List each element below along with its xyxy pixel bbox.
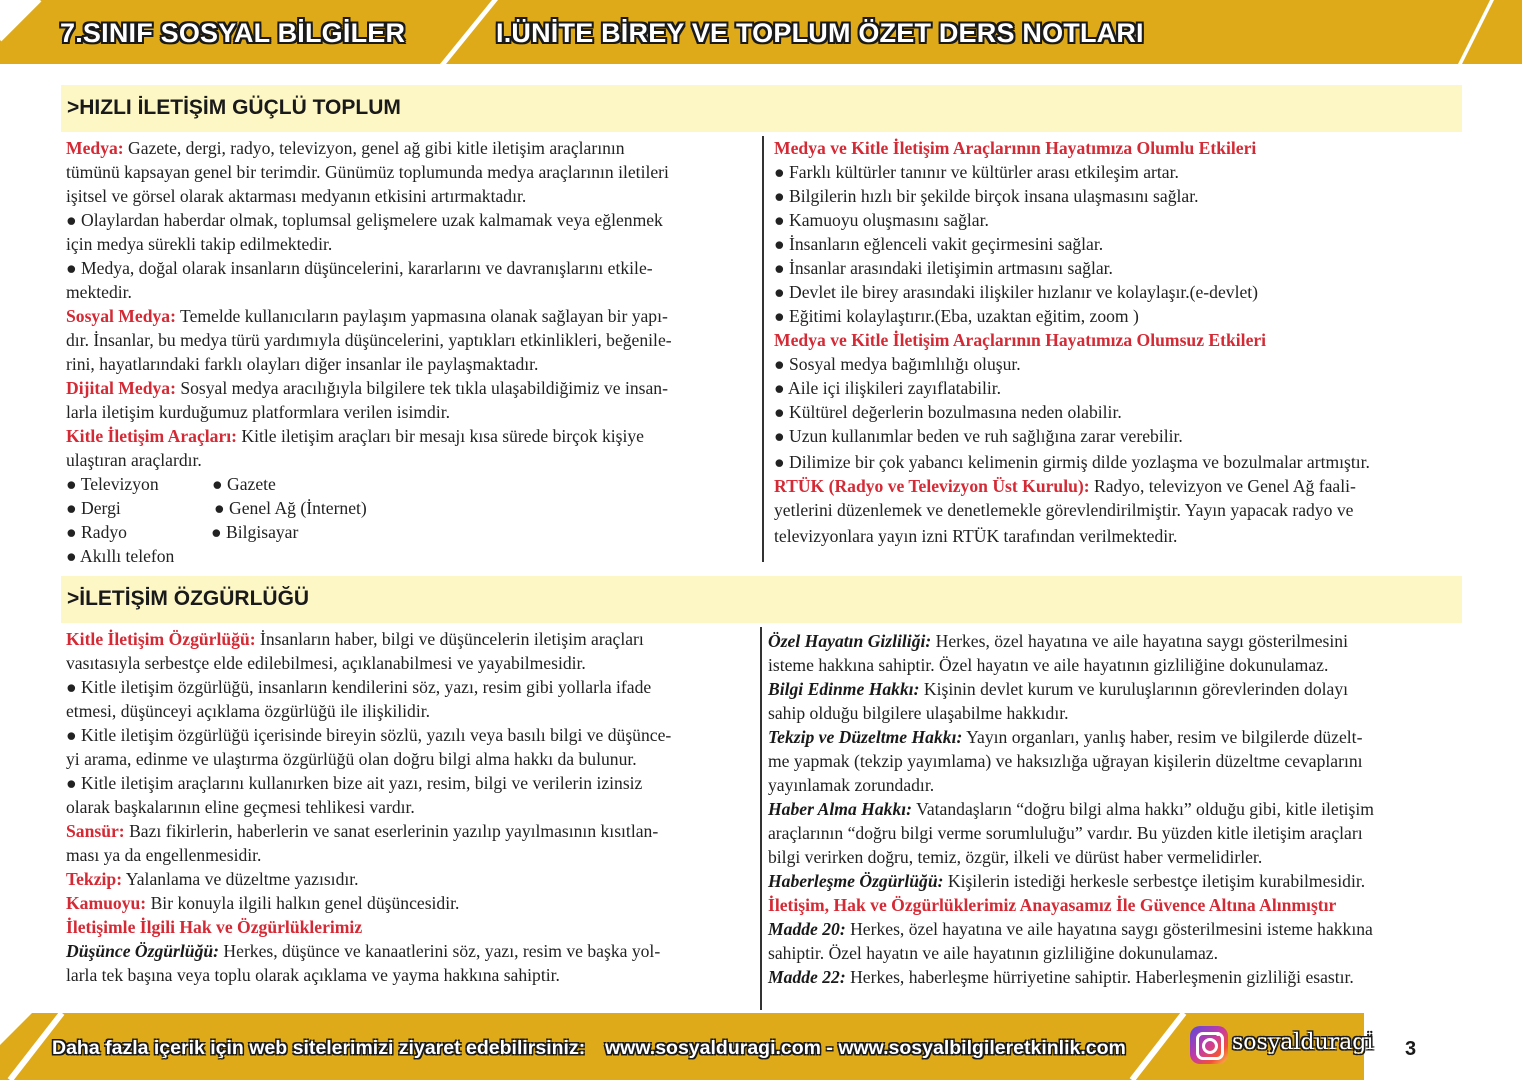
text-line: vasıtasıyla serbestçe elde edilebilmesi, açıklanabilmesi ve yayabilmesidir.	[66, 653, 586, 673]
text-line: olarak başkalarının eline geçmesi tehlikesi vardır.	[66, 797, 415, 817]
text-line: isteme hakkına sahiptir. Özel hayatın ve aile hayatının gizliliğine dokunulamaz.	[768, 655, 1329, 675]
text-line: Herkes, haberleşme hürriyetine sahiptir. Haberleşmenin gizliliği esastır.	[845, 967, 1354, 987]
text-line: ulaştıran araçlardır.	[66, 450, 202, 470]
negative-effects-title: Medya ve Kitle İletişim Araçlarının Hayatımıza Olumsuz Etkileri	[774, 330, 1267, 350]
bullet-line: ● Olaylardan haberdar olmak, toplumsal gelişmelere uzak kalmamak veya eğlenmek	[66, 210, 663, 230]
bullet-line: ● Kamuoyu oluşmasını sağlar.	[774, 210, 989, 230]
term-label: Kamuoyu:	[66, 893, 147, 913]
text-line: bilgi verirken doğru, temiz, özgür, ilkeli ve dürüst haber vermelidirler.	[768, 847, 1263, 867]
bullet-line: ● Bilgilerin hızlı bir şekilde birçok insana ulaşmasını sağlar.	[774, 186, 1199, 206]
bullet-line: ● Farklı kültürler tanınır ve kültürler arası etkileşim artar.	[774, 162, 1179, 182]
list-item: ● Gazete	[212, 474, 276, 494]
section-bar-iletisim-ozgurlugu	[61, 576, 1462, 623]
term-label: Medya:	[66, 138, 124, 158]
text-line: Bir konuyla ilgili halkın genel düşüncesidir.	[146, 893, 460, 913]
header-course-title: 7.SINIF SOSYAL BİLGİLER	[60, 18, 406, 48]
bullet-line: ● Aile içi ilişkileri zayıflatabilir.	[774, 378, 1002, 398]
list-item: ● Bilgisayar	[211, 522, 299, 542]
section-bar-hizli-iletisim	[61, 85, 1462, 132]
positive-effects-title: Medya ve Kitle İletişim Araçlarının Hayatımıza Olumlu Etkileri	[774, 138, 1257, 158]
term-label: Özel Hayatın Gizliliği:	[768, 631, 932, 651]
list-item: ● Dergi	[66, 498, 121, 518]
text-line: sahip olduğu bilgilere ulaşabilme hakkıdır.	[768, 703, 1069, 723]
text-line: Bazı fikirlerin, haberlerin ve sanat eserlerinin yazılıp yayılmasının kısıtlan-	[124, 821, 659, 841]
footer-website-links[interactable]: www.sosyalduragi.com - www.sosyalbilgileretkinlik.com	[605, 1037, 1126, 1059]
text-line: dır. İnsanlar, bu medya türü yardımıyla düşüncelerini, yaptıkları etkinlikleri, beğenile-	[66, 330, 672, 350]
text-line: me yapmak (tekzip yayımlama) ve haksızlığa uğrayan kişilerin düzeltme cevaplarını	[768, 751, 1363, 771]
text-line: Sosyal medya aracılığıyla bilgilere tek tıkla ulaşabildiğimiz ve insan-	[175, 378, 668, 398]
term-label: Haberleşme Özgürlüğü:	[768, 871, 944, 891]
media-list-row	[66, 544, 672, 568]
text-line: sahiptir. Özel hayatın ve aile hayatının gizliliğine dokunulamaz.	[768, 943, 1218, 963]
term-label: Madde 20:	[768, 919, 846, 939]
header-banner	[0, 0, 1522, 64]
text-line: Radyo, televizyon ve Genel Ağ faali-	[1089, 476, 1356, 496]
bullet-line: ● Devlet ile birey arasındaki ilişkiler hızlanır ve kolaylaşır.(e-devlet)	[774, 282, 1259, 302]
bullet-line: ● Kitle iletişim özgürlüğü, insanların kendilerini söz, yazı, resim gibi yollarla ifade	[66, 677, 652, 697]
text-line: tümünü kapsayan genel bir terimdir. Günümüz toplumunda medya araçlarının iletileri	[66, 162, 669, 182]
term-label: Sosyal Medya:	[66, 306, 176, 326]
bullet-line: ● İnsanlar arasındaki iletişimin artmasını sağlar.	[774, 258, 1113, 278]
text-line: yi arama, edinme ve ulaştırma özgürlüğü olan doğru bilgi alma hakkı da bulunur.	[66, 749, 637, 769]
section2-right-column	[768, 629, 1374, 989]
column-divider	[760, 627, 762, 1010]
bullet-line: ● Sosyal medya bağımlılığı oluşur.	[774, 354, 1021, 374]
text-line: Herkes, özel hayatına ve aile hayatına saygı gösterilmesini	[931, 631, 1348, 651]
media-list-row	[66, 520, 672, 544]
bullet-line: ● Uzun kullanımlar beden ve ruh sağlığına zarar verebilir.	[774, 426, 1183, 446]
text-line: işitsel ve görsel olarak aktarması medyanın etkisini artırmaktadır.	[66, 186, 527, 206]
text-line: için medya sürekli takip edilmektedir.	[66, 234, 333, 254]
text-line: etmesi, düşünceyi açıklama özgürlüğü ile ilişkilidir.	[66, 701, 431, 721]
term-label: Düşünce Özgürlüğü:	[66, 941, 220, 961]
list-item: ● Genel Ağ (İnternet)	[214, 498, 367, 518]
text-line: araçlarının “doğru bilgi verme sorumluluğu” vardır. Bu yüzden kitle iletişim araçları	[768, 823, 1363, 843]
text-line: Kitle iletişim araçları bir mesajı kısa sürede birçok kişiye	[237, 426, 644, 446]
text-line: Herkes, özel hayatına ve aile hayatına saygı gösterilmesini isteme hakkına	[845, 919, 1373, 939]
column-divider	[762, 136, 764, 562]
text-line: Gazete, dergi, radyo, televizyon, genel ağ gibi kitle iletişim araçlarının	[123, 138, 625, 158]
section-title: >İLETİŞİM ÖZGÜRLÜĞÜ	[67, 587, 310, 610]
term-label: Tekzip ve Düzeltme Hakkı:	[768, 727, 963, 747]
constitution-title: İletişim, Hak ve Özgürlüklerimiz Anayasamız İle Güvence Altına Alınmıştır	[768, 895, 1337, 915]
text-line: Kişinin devlet kurum ve kuruluşlarının görevlerinden dolayı	[919, 679, 1349, 699]
text-line: Temelde kullanıcıların paylaşım yapmasına olanak sağlayan bir yapı-	[175, 306, 668, 326]
term-label: Dijital Medya:	[66, 378, 176, 398]
header-unit-title: I.ÜNİTE BİREY VE TOPLUM ÖZET DERS NOTLARI	[496, 18, 1144, 48]
section1-left-column	[66, 136, 672, 568]
text-line: larla tek başına veya toplu olarak açıklama ve yayma hakkına sahiptir.	[66, 965, 560, 985]
text-line: Vatandaşların “doğru bilgi alma hakkı” olduğu gibi, kitle iletişim	[912, 799, 1374, 819]
bullet-line: ● Dilimize bir çok yabancı kelimenin girmiş dilde yozlaşma ve bozulmalar artmıştır.	[774, 452, 1370, 472]
list-item: ● Radyo	[66, 522, 127, 542]
text-line: yetlerini düzenlemek ve denetlemekle görevlendirilmiştir. Yayın yapacak radyo ve	[774, 500, 1354, 520]
media-list-row	[66, 496, 672, 520]
bullet-line: ● Kitle iletişim özgürlüğü içerisinde bireyin sözlü, yazılı veya basılı bilgi ve düşünce-	[66, 725, 672, 745]
text-line: ması ya da engellenmesidir.	[66, 845, 262, 865]
term-label: Bilgi Edinme Hakkı:	[768, 679, 920, 699]
text-line: televizyonlara yayın izni RTÜK tarafından verilmektedir.	[774, 526, 1178, 546]
text-line: rini, hayatlarındaki farklı olayları diğer insanlar ile paylaşmaktadır.	[66, 354, 539, 374]
section1-right-column	[774, 136, 1370, 548]
term-label: Kitle İletişim Özgürlüğü:	[66, 629, 256, 649]
text-line: Yalanlama ve düzeltme yazısıdır.	[122, 869, 359, 889]
footer-visit-text: Daha fazla içerik için web sitelerimizi ziyaret edebilirsiniz:	[52, 1037, 586, 1059]
term-label: Kitle İletişim Araçları:	[66, 426, 237, 446]
text-line: Kişilerin istediği herkesle serbestçe iletişim kurabilmesidir.	[943, 871, 1366, 891]
bullet-line: ● İnsanların eğlenceli vakit geçirmesini sağlar.	[774, 234, 1104, 254]
text-line: Herkes, düşünce ve kanaatlerini söz, yazı, resim ve başka yol-	[219, 941, 661, 961]
term-label: Madde 22:	[768, 967, 846, 987]
bullet-line: ● Kitle iletişim araçlarını kullanırken bize ait yazı, resim, bilgi ve verilerin izinsiz	[66, 773, 643, 793]
text-line: mektedir.	[66, 282, 132, 302]
instagram-icon[interactable]	[1190, 1026, 1228, 1064]
rights-title: İletişimle İlgili Hak ve Özgürlüklerimiz	[66, 917, 363, 937]
bullet-line: ● Medya, doğal olarak insanların düşüncelerini, kararlarını ve davranışlarını etkile-	[66, 258, 653, 278]
text-line: larla iletişim kurduğumuz platformlara verilen isimdir.	[66, 402, 451, 422]
section-title: >HIZLI İLETİŞİM GÜÇLÜ TOPLUM	[67, 96, 401, 119]
text-line: yayınlamak zorundadır.	[768, 775, 935, 795]
bullet-line: ● Eğitimi kolaylaştırır.(Eba, uzaktan eğitim, zoom )	[774, 306, 1139, 326]
list-item: ● Televizyon	[66, 474, 159, 494]
bullet-line: ● Kültürel değerlerin bozulmasına neden olabilir.	[774, 402, 1122, 422]
page-number: 3	[1405, 1038, 1417, 1060]
media-list-row	[66, 472, 672, 496]
text-line: İnsanların haber, bilgi ve düşüncelerin iletişim araçları	[255, 629, 644, 649]
term-label: RTÜK (Radyo ve Televizyon Üst Kurulu):	[774, 476, 1090, 496]
text-line: Yayın organları, yanlış haber, resim ve bilgilerde düzelt-	[962, 727, 1363, 747]
instagram-handle[interactable]: sosyalduragi	[1232, 1030, 1374, 1055]
term-label: Sansür:	[66, 821, 125, 841]
term-label: Tekzip:	[66, 869, 123, 889]
list-item: ● Akıllı telefon	[66, 546, 175, 566]
term-label: Haber Alma Hakkı:	[768, 799, 913, 819]
section2-left-column	[66, 627, 671, 987]
